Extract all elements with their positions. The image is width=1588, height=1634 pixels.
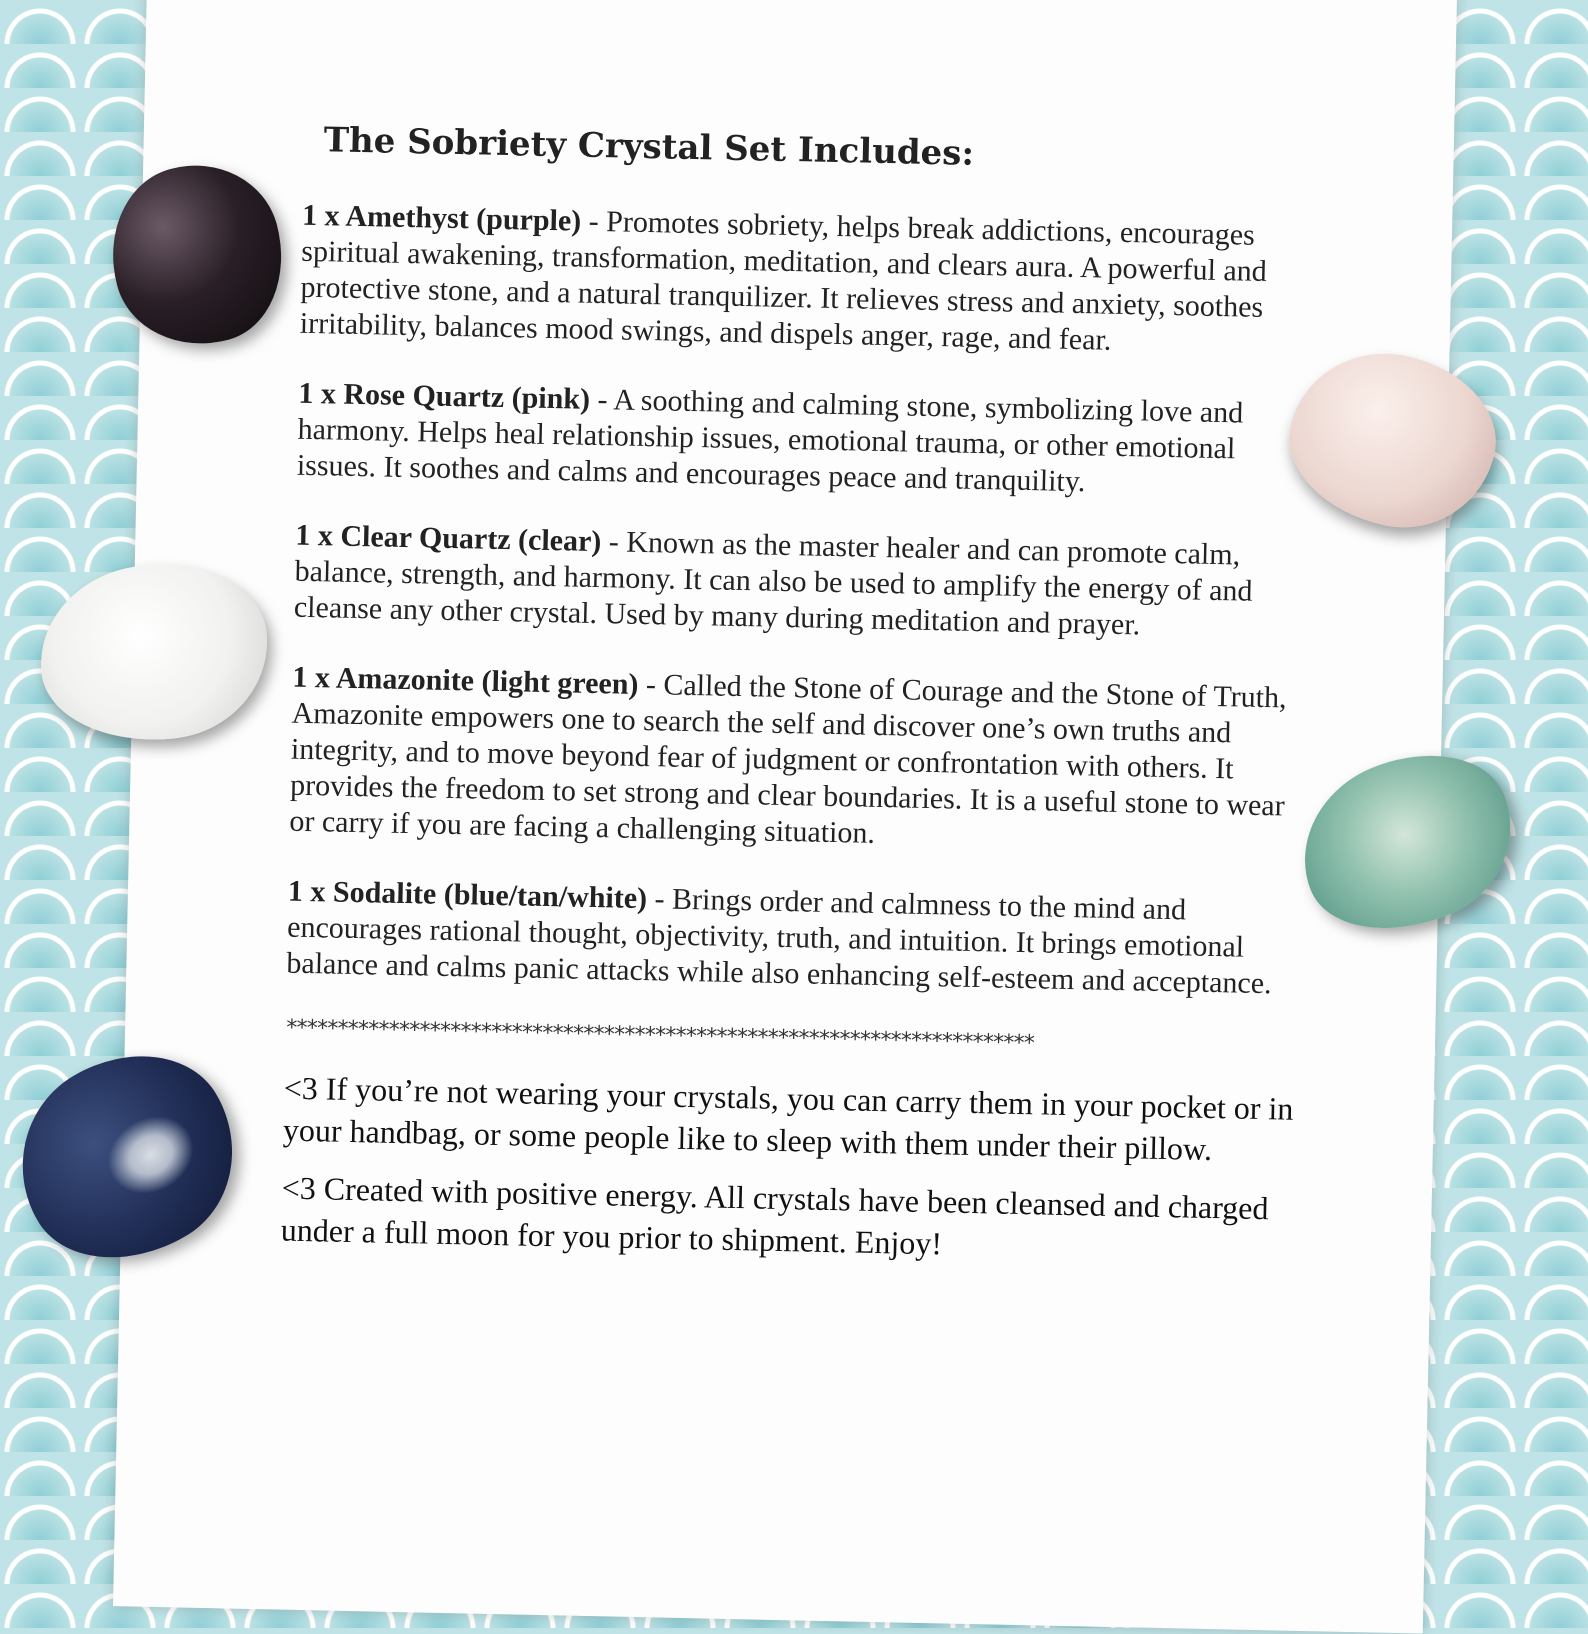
crystal-description: - A soothing and calming stone, symbolizing love and harmony. Helps heal relationship issues, emotional trauma, or other emotional issues. It soothes and calms and encourages peace and tranquility. bbox=[296, 382, 1244, 499]
crystal-item-sodalite bbox=[286, 874, 1298, 1003]
crystal-name: 1 x Rose Quartz (pink) bbox=[298, 376, 591, 416]
sheet-title: The Sobriety Crystal Set Includes: bbox=[323, 120, 975, 174]
crystal-item-rose-quartz bbox=[297, 376, 1309, 505]
crystal-description: - Brings order and calmness to the mind and encourages rational thought, objectivity, truth, and intuition. It brings emotional balance and calms panic attacks while also enhancing self-esteem and acceptance. bbox=[286, 882, 1272, 1001]
crystal-item-amethyst bbox=[299, 198, 1312, 363]
energy-note: <3 Created with positive energy. All crystals have been cleansed and charged under a full moon for you prior to shipment. Enjoy! bbox=[280, 1169, 1269, 1262]
crystal-item-amazonite bbox=[289, 660, 1303, 861]
crystal-info-sheet bbox=[113, 0, 1457, 1634]
crystal-name: 1 x Clear Quartz (clear) bbox=[295, 518, 602, 559]
care-note: <3 If you’re not wearing your crystals, you can carry them in your pocket or in your handbag, or some people like to sleep with them under their pillow. bbox=[282, 1069, 1294, 1168]
crystal-name: 1 x Amethyst (purple) bbox=[301, 198, 582, 238]
crystal-description: - Promotes sobriety, helps break addictions, encourages spiritual awakening, transformation, meditation, and clears aura. A powerful and protective stone, and a natural tranquilizer. It relieves stress and anxiety, soothes irritability, balances mood swings, and dispels anger, rage, and fear. bbox=[299, 204, 1268, 357]
crystal-description: - Called the Stone of Courage and the Stone of Truth, Amazonite empowers one to search the self and discover one’s own truths and integrity, and to move beyond fear of judgment or confrontation with others. It provides the freedom to set strong and clear boundaries. It is a useful stone to wear or carry if you are facing a challenging situation. bbox=[289, 667, 1287, 850]
crystal-description: - Known as the master healer and can promote calm, balance, strength, and harmony. It can also be used to amplify the energy of and cleanse any other crystal. Used by many during meditation and prayer. bbox=[293, 525, 1253, 642]
crystal-name: 1 x Amazonite (light green) bbox=[292, 660, 639, 701]
asterisk-divider: ************************************************************************* bbox=[284, 1015, 1034, 1057]
crystal-name: 1 x Sodalite (blue/tan/white) bbox=[287, 874, 648, 916]
crystal-item-clear-quartz bbox=[294, 518, 1306, 647]
sheet-content bbox=[280, 120, 1314, 1288]
